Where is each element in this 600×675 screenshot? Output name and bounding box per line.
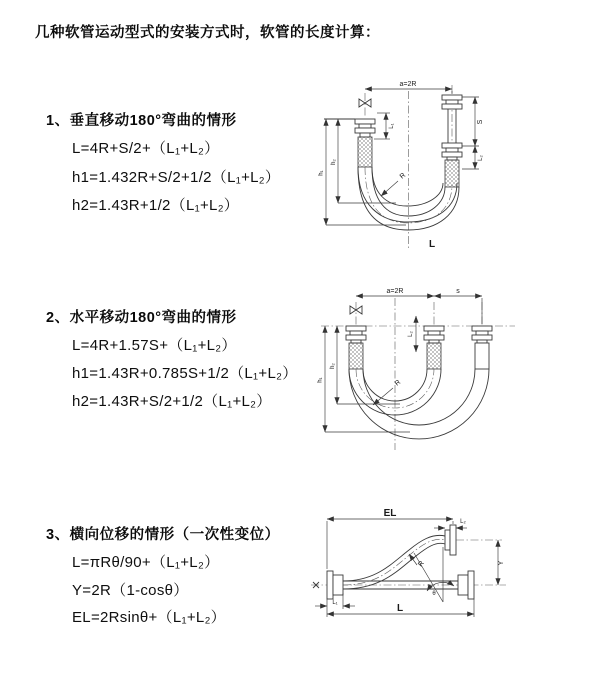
dim-label-r: R [417,559,426,569]
section-3-formula-EL: EL=2Rsinθ+（L₁+L₂） [72,609,226,626]
section-3-formula-L: L=πRθ/90+（L₁+L₂） [72,554,220,571]
dim-label-a2r: a=2R [399,81,417,88]
radius-callout [409,554,426,568]
flange-middle [424,326,444,369]
centerlines [321,298,515,450]
flange-left [346,326,366,369]
section-2-formula-L: L=4R+1.57S+（L₁+L₂） [72,337,237,354]
dim-span-2r [356,288,434,296]
centerlines [324,85,452,249]
flange-right-moved [472,326,492,369]
dim-s [462,97,484,146]
dim-label-y: Y [498,560,505,566]
dim-l2 [408,316,416,352]
dim-label-l1: L₁ [332,600,338,606]
flange-right-lower [458,571,474,599]
flange-left [327,571,343,599]
angle-theta [414,547,454,602]
section-2-formula-h2: h2=1.43R+S/2+1/2（L₁+L₂） [72,393,272,410]
dim-label-r: R [398,171,408,181]
section-1-formula-h2: h2=1.43R+1/2（L₁+L₂） [72,197,240,214]
dim-el [327,508,453,569]
dim-label-l2: L₂ [408,331,414,337]
flange-right [442,95,462,187]
dim-label-s: s [456,288,460,295]
dim-label-l2: L₂ [478,155,484,161]
dim-label-el: EL [383,508,397,519]
dim-label-r: R [393,378,403,388]
dim-label-h1: h₁ [317,377,324,383]
page-title: 几种软管运动型式的安装方式时，软管的长度计算： [35,25,380,41]
dim-s [434,288,482,324]
diagram-lateral-displacement [306,503,596,648]
section-1-formula-h1: h1=1.432R+S/2+1/2（L₁+L₂） [72,169,281,186]
section-1-heading: 1、垂直移动180°弯曲的情形 [46,113,237,129]
section-2-formula-h1: h1=1.43R+0.785S+1/2（L₁+L₂） [72,365,298,382]
diagram-horizontal-180-bend [315,282,597,460]
dim-label-s: S [477,119,484,125]
dim-label-l1: L₁ [389,123,395,129]
dim-l [327,599,474,617]
dim-label-h2: h₂ [330,363,336,369]
dim-label-l: L [429,239,436,250]
dim-l2 [462,146,484,169]
dim-label-h1: h₁ [318,170,325,176]
section-2-heading: 2、水平移动180°弯曲的情形 [46,310,237,326]
dim-label-theta: θ [432,591,436,597]
flange-left [355,119,375,167]
section-1-formula-L: L=4R+S/2+（L₁+L₂） [72,140,220,157]
flange-right-upper [445,525,456,555]
dim-label-h2: h₂ [331,159,337,165]
dim-label-l2: L₂ [460,519,466,525]
radius-callout [381,172,407,196]
dim-label-a2r: a=2R [386,288,404,295]
section-3-heading: 3、横向位移的情形（一次性变位） [46,527,280,543]
diagram-vertical-180-bend [316,77,592,258]
dim-l1 [374,113,395,139]
section-3-formula-Y: Y=2R（1-cosθ） [72,582,189,599]
dim-label-l: L [396,603,404,614]
